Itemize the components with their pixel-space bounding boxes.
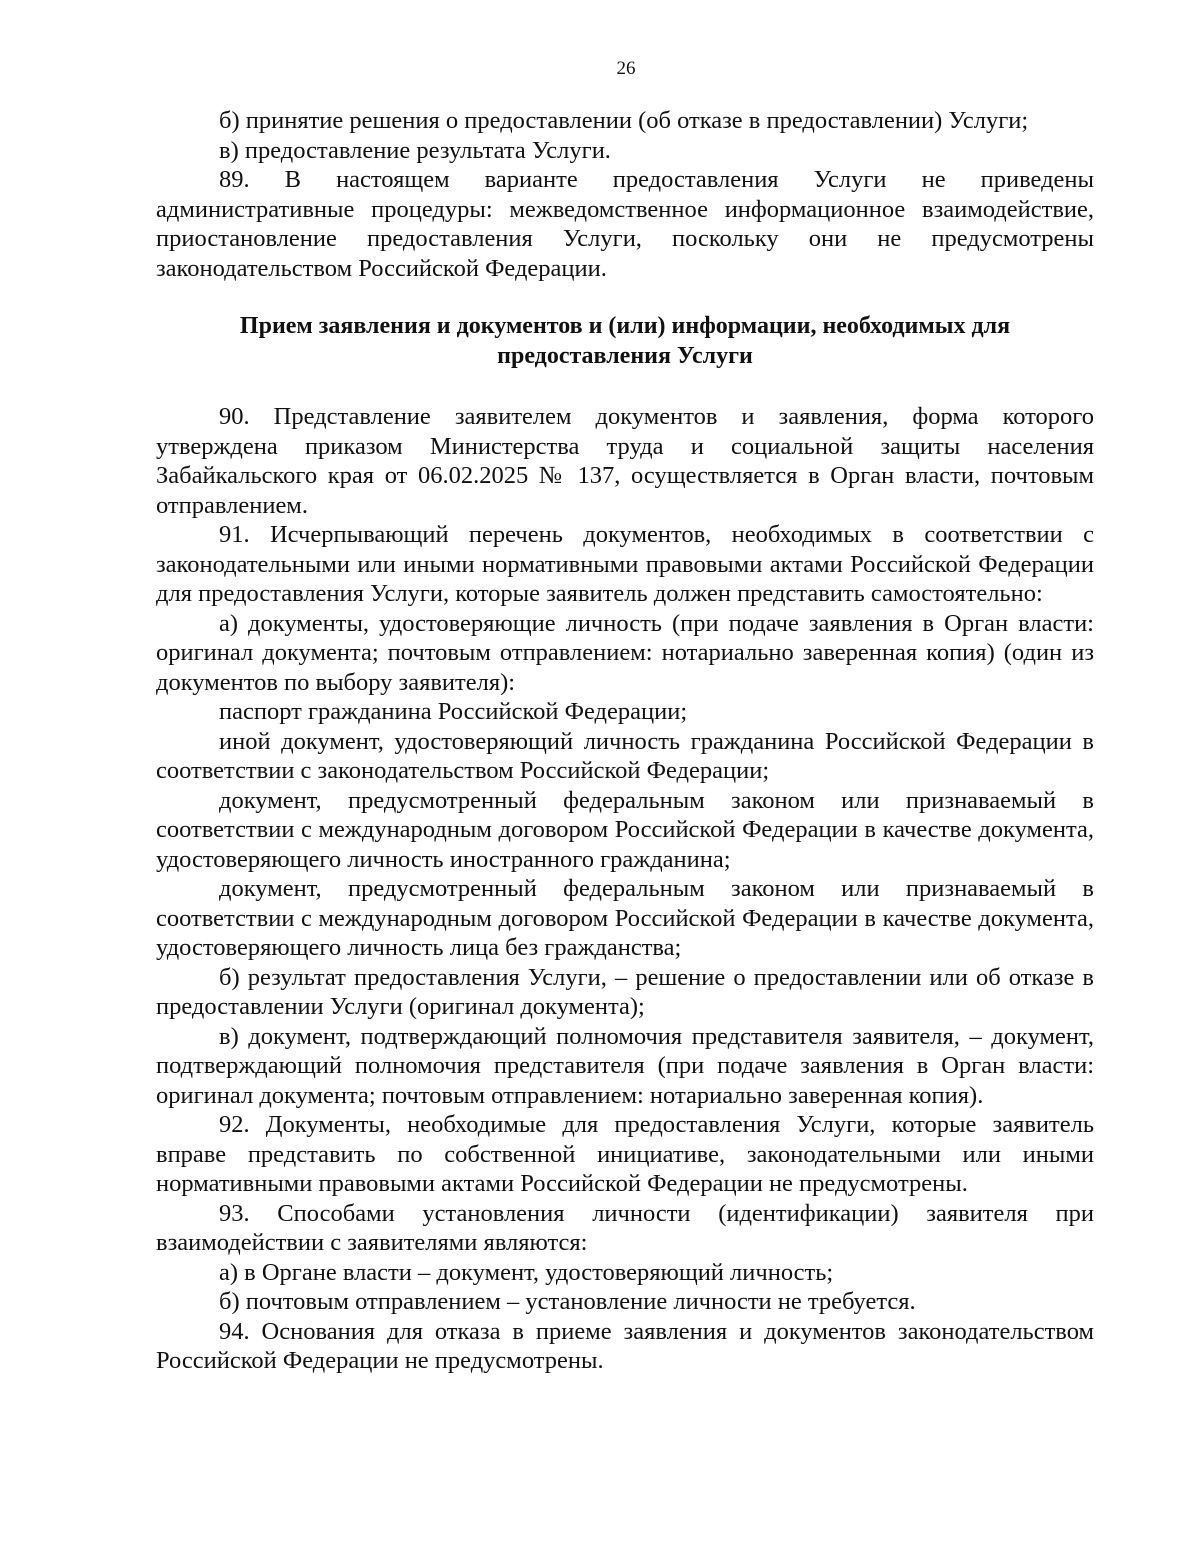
paragraph-91-a: а) документы, удостоверяющие личность (при подаче заявления в Орган власти: оригинал документа; почтовым отправлением: нотариально заверенная копия) (один из документов по выбору заявителя): <box>156 609 1094 696</box>
document-body <box>156 106 1094 1376</box>
paragraph-91-a-foreign-id: документ, предусмотренный федеральным законом или признаваемый в соответствии с международным договором Российской Федерации в качестве документа, удостоверяющего личность иностранного гражданина; <box>156 786 1094 873</box>
paragraph-93-a: а) в Органе власти – документ, удостоверяющий личность; <box>219 1258 834 1286</box>
paragraph-91-a-stateless-id: документ, предусмотренный федеральным законом или признаваемый в соответствии с международным договором Российской Федерации в качестве документа, удостоверяющего личность лица без гражданства; <box>156 875 1094 961</box>
section-heading <box>156 312 1094 371</box>
paragraph-90: 90. Представление заявителем документов и заявления, форма которого утверждена приказом Министерства труда и социальной защиты населения Забайкальского края от 06.02.2025 № 137, осуществляется в Орган власти, почтовым отправлением. <box>156 403 1094 519</box>
paragraph-91-a-passport: паспорт гражданина Российской Федерации; <box>219 698 688 725</box>
paragraph-91-b: б) результат предоставления Услуги, – решение о предоставлении или об отказе в предоставлении Услуги (оригинал документа); <box>156 963 1094 1020</box>
paragraph-93-b: б) почтовым отправлением – установление личности не требуется. <box>219 1288 916 1315</box>
paragraph-93: 93. Способами установления личности (идентификации) заявителя при взаимодействии с заявителями являются: <box>156 1199 1094 1256</box>
paragraph-91-a-other-id: иной документ, удостоверяющий личность гражданина Российской Федерации в соответствии с законодательством Российской Федерации; <box>156 727 1094 784</box>
paragraph-89: 89. В настоящем варианте предоставления Услуги не приведены административные процедуры: межведомственное информационное взаимодействие, приостановление предоставления Услуги, поскольку они не предусмотрены законодательством Российской Федерации. <box>156 166 1094 282</box>
paragraph-91: 91. Исчерпывающий перечень документов, необходимых в соответствии с законодательными или иными нормативными правовыми актами Российской Федерации для предоставления Услуги, которые заявитель должен представить самостоятельно: <box>156 521 1094 607</box>
paragraph-92: 92. Документы, необходимые для предоставления Услуги, которые заявитель вправе представить по собственной инициативе, законодательными или иными нормативными правовыми актами Российской Федерации не предусмотрены. <box>156 1111 1094 1197</box>
section-heading-line-1: Прием заявления и документов и (или) информации, необходимых для <box>239 313 1011 339</box>
section-heading-line-2: предоставления Услуги <box>497 342 753 369</box>
item-b-decision: б) принятие решения о предоставлении (об отказе в предоставлении) Услуги; <box>219 107 1029 134</box>
page-number: 26 <box>616 58 636 79</box>
item-v-result: в) предоставление результата Услуги. <box>219 136 611 164</box>
paragraph-91-v: в) документ, подтверждающий полномочия представителя заявителя, – документ, подтверждающий полномочия представителя (при подаче заявления в Орган власти: оригинал документа; почтовым отправлением: нотариально заверенная копия). <box>156 1022 1094 1109</box>
paragraph-94: 94. Основания для отказа в приеме заявления и документов законодательством Российской Федерации не предусмотрены. <box>156 1317 1094 1374</box>
